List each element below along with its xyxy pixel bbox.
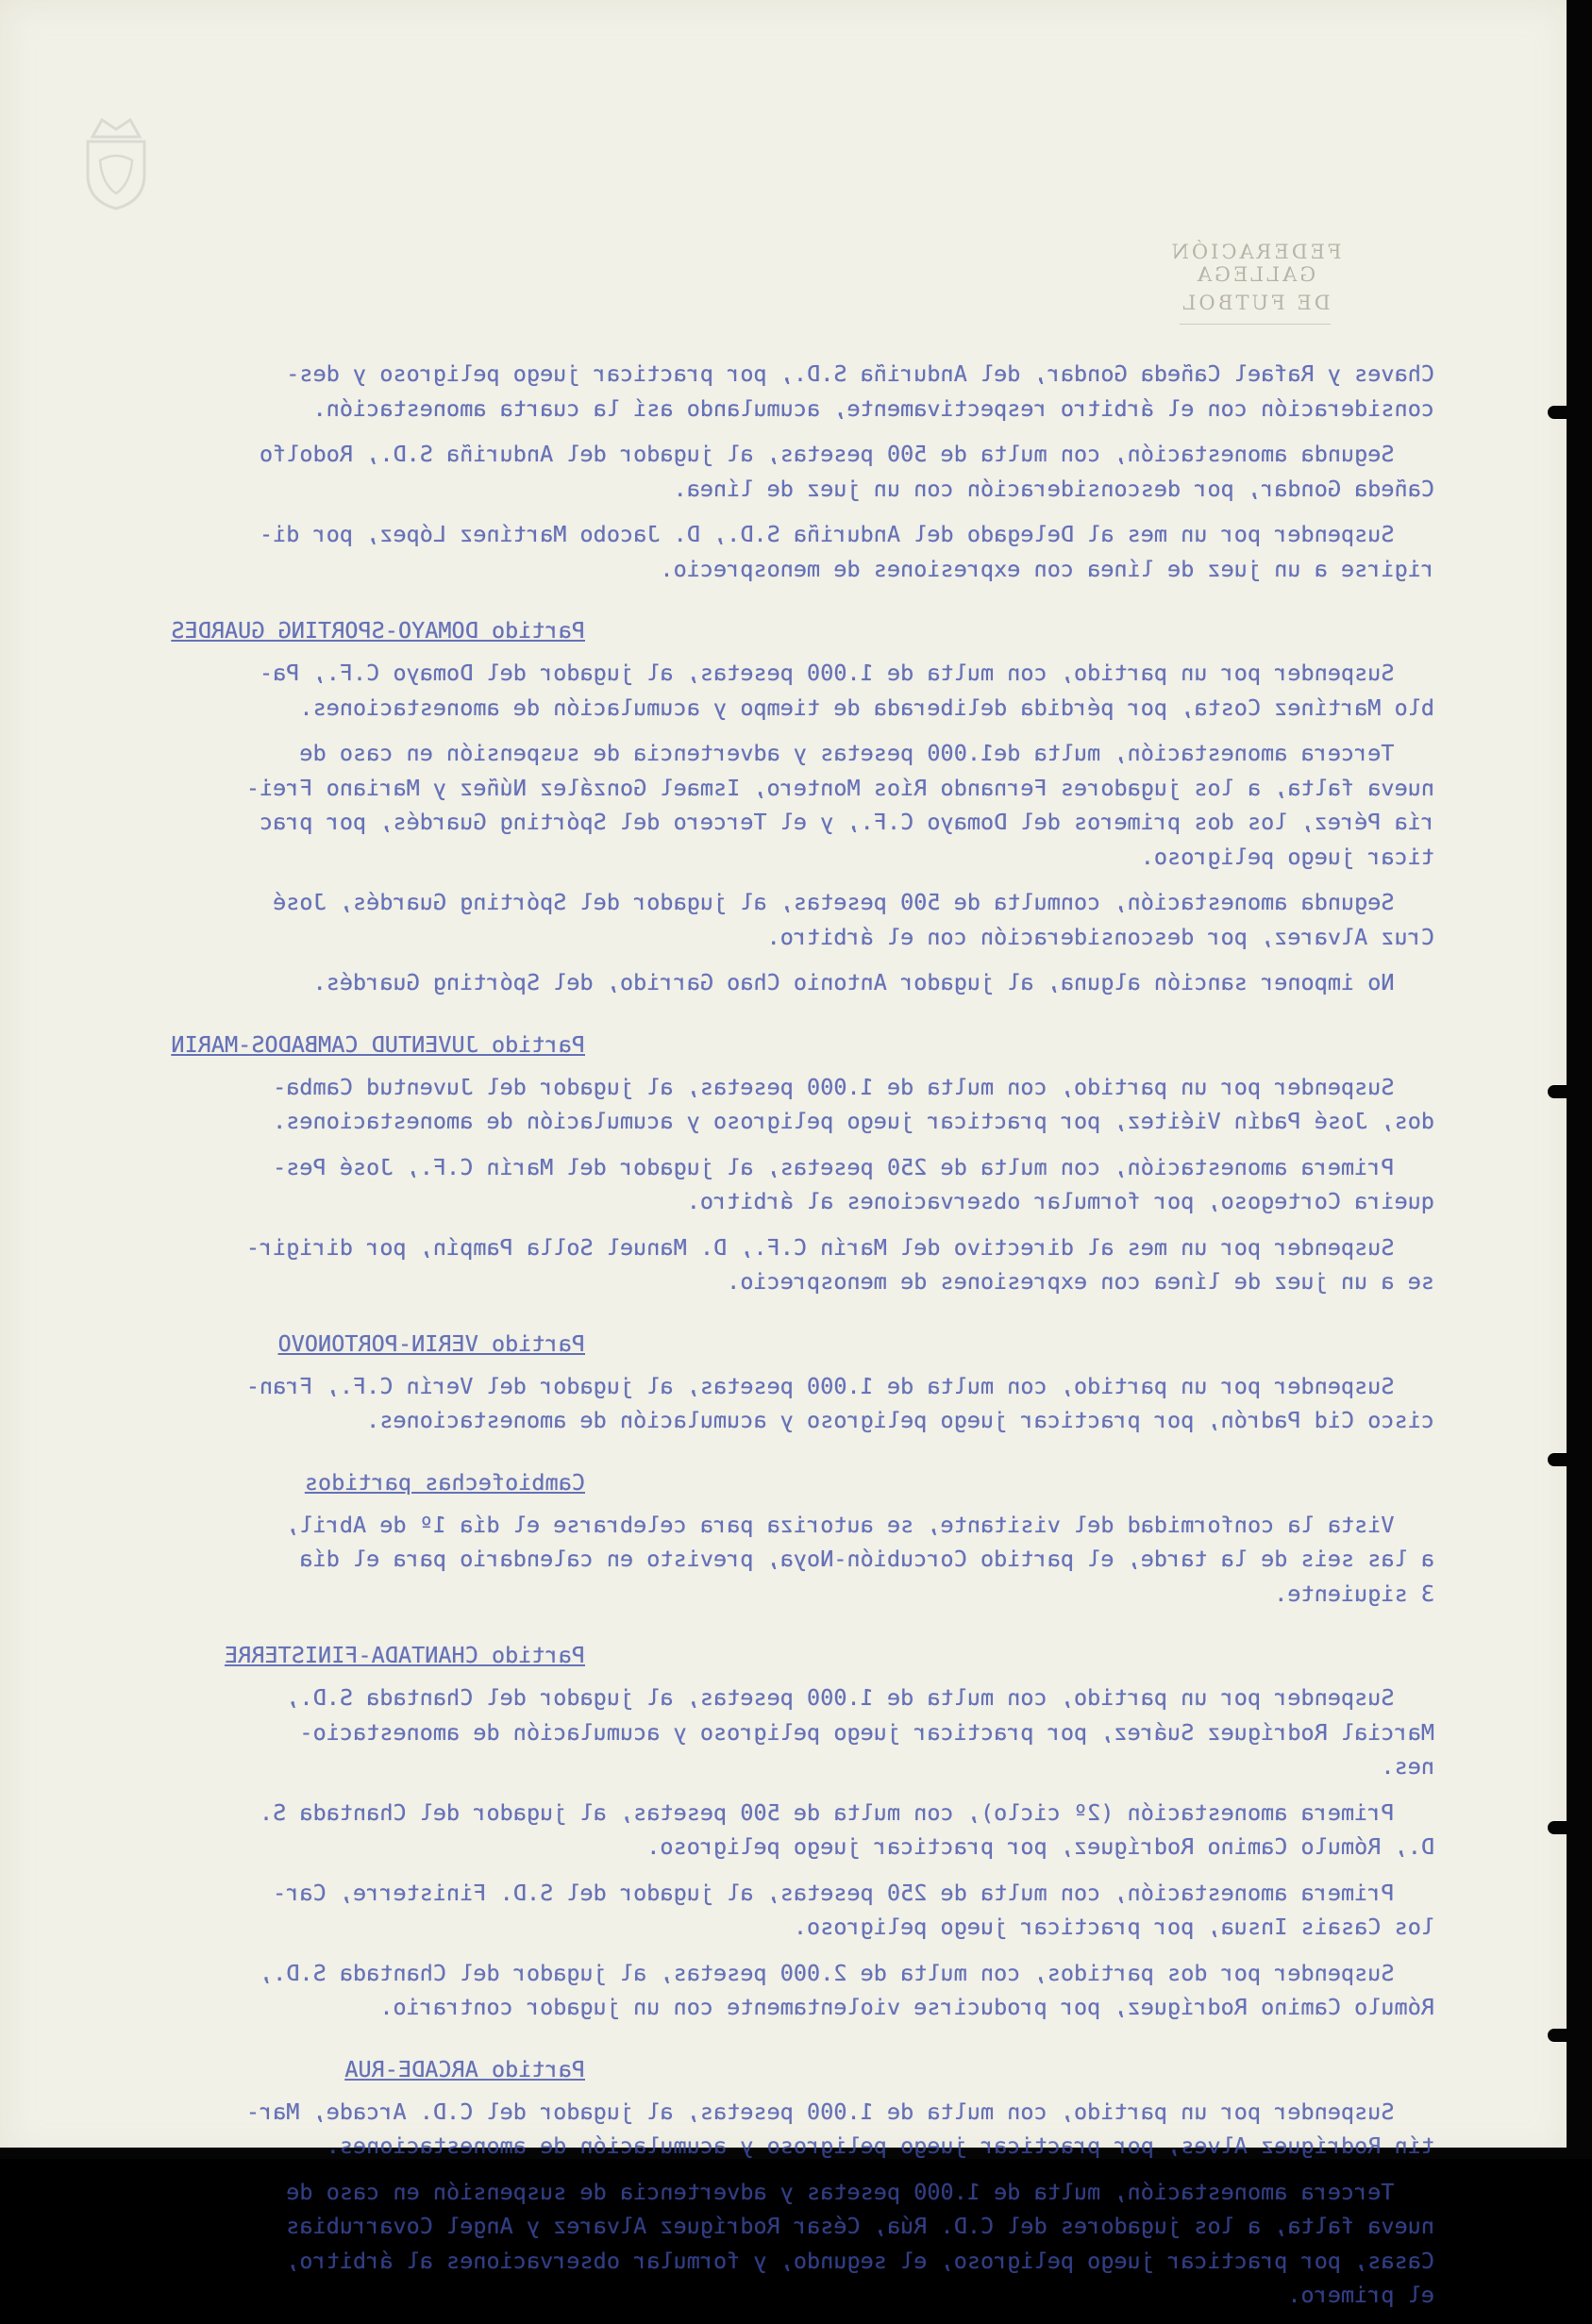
text-line: el primero. [1287, 2282, 1434, 2308]
paragraph-gap [57, 1611, 1434, 1622]
text-line: Suspender por un partido, con multa de 1.000 pesetas, al jugador del Domayo C.F., Pa- [259, 660, 1434, 686]
paragraph [57, 2095, 1434, 2164]
paragraph [57, 1956, 1434, 2025]
text-line: tín Rodríguez Alves, por practicar juego peligroso y acumulación de amonestaciones. [326, 2132, 1434, 2159]
letterhead-line-2: DE FUTBOL [1180, 292, 1331, 314]
paragraph-gap [57, 1000, 1434, 1012]
text-line: ticar juego peligroso. [1140, 843, 1434, 870]
scan-edge [1567, 0, 1592, 2159]
paragraph [57, 437, 1434, 506]
letterhead-rule [1180, 324, 1331, 325]
text-line: nueva falta, a los jugadores del C.D. Rúa, César Rodríguez Alvarez y Angel Covarrubias [286, 2213, 1434, 2239]
section-heading: Partido CHANTADA-FINISTERRE [224, 1642, 585, 1668]
text-line: D., Rómulo Camino Rodríguez, por practicar juego peligroso. [646, 1833, 1434, 1860]
paragraph-gap [57, 1945, 1434, 1956]
text-line: Cañeda Gondar, por desconsideración con un juez de línea. [673, 475, 1434, 502]
text-line: nueva falta, a los jugadores Fernando Ríos Montero, Ismael González Núñez y Mariano Frei- [245, 774, 1434, 801]
text-line: Rómulo Camino Rodríguez, por producirse violentamente con un jugador contrario. [379, 1994, 1434, 2020]
paragraph [57, 1680, 1434, 1784]
text-line: ría Pérez, los dos primeros del Domayo C.F., y el Tercero del Spórting Guardés, por prac [259, 809, 1434, 835]
text-line: 3 siguiente. [1274, 1580, 1434, 1607]
text-line: Suspender por un mes al Delegado del Anduriña S.D., D. Jacobo Martínez López, por di- [259, 521, 1434, 547]
text-line: Primera amonestación, con multa de 250 pesetas, al jugador del S.D. Finisterre, Car- [273, 1879, 1434, 1906]
text-line: se a un juez de línea con expresiones de menosprecio. [727, 1268, 1434, 1295]
paragraph-gap [57, 1219, 1434, 1230]
text-line: nes. [1381, 1753, 1434, 1780]
section-heading: Partido VERIN-PORTONOVO [277, 1329, 585, 1357]
text-line: Tercera amonestación, multa de 1.000 pesetas y advertencia de suspensión en caso de [286, 2178, 1434, 2205]
paragraph-gap [57, 2164, 1434, 2175]
paragraph-gap [57, 1784, 1434, 1796]
paragraph [57, 1796, 1434, 1864]
paragraph [57, 1150, 1434, 1219]
paragraph [57, 1230, 1434, 1299]
paragraph-gap [57, 506, 1434, 517]
paragraph [57, 1070, 1434, 1139]
text-line: Cruz Alvarez, por desconsideración con el árbitro. [766, 923, 1434, 950]
paragraph-gap [57, 2025, 1434, 2036]
paragraph [57, 1508, 1434, 1612]
text-line: No imponer sanción alguna, al jugador Antonio Chao Garrido, del Spórting Guardés. [312, 969, 1434, 995]
text-line: los Casais Insua, por practicar juego peligroso. [793, 1914, 1434, 1940]
binder-tab [1548, 2029, 1576, 2042]
text-line: Suspender por un mes al directivo del Marín C.F., D. Manuel Solla Pampín, por dirigir- [245, 1233, 1434, 1261]
paragraph [57, 656, 1434, 725]
section-heading: Cambiofechas partidos [304, 1468, 585, 1496]
paragraph [57, 357, 1434, 426]
text-line: dos, José Padín Viéitez, por practicar juego peligroso y acumulación de amonestaciones. [273, 1108, 1434, 1134]
text-line: Suspender por un partido, con multa de 1.000 pesetas, al jugador del C.D. Arcade, Mar- [245, 2098, 1434, 2125]
text-line: Tercera amonestación, multa de1.000 pesetas y advertencia de suspensión en caso de [299, 740, 1434, 766]
text-line: Segunda amonestación, con multa de 500 pesetas, al jugador del Anduriña S.D., Rodolfo [259, 441, 1434, 467]
federation-seal-icon [74, 109, 159, 212]
section-heading: Partido ARCADE-RUA [344, 2055, 585, 2082]
paragraph [57, 965, 1434, 1000]
binder-tab [1548, 1453, 1576, 1466]
paragraph-gap [57, 954, 1434, 965]
paragraph-gap [57, 586, 1434, 597]
text-line: Suspender por un partido, con multa de 1.000 pesetas, al jugador del Verín C.F., Fran- [245, 1372, 1434, 1399]
binder-tab [1548, 1085, 1576, 1098]
typewritten-text-mirrored [57, 357, 1434, 2324]
text-line: Segunda amonestación, conmulta de 500 pesetas, al jugador del Spórting Guardés, José [273, 889, 1434, 915]
text-line: cisco Cid Padrón, por practicar juego peligroso y acumulación de amonestaciones. [366, 1407, 1434, 1433]
text-line: Suspender por un partido, con multa de 1.000 pesetas, al jugador del Juventud Camba- [273, 1073, 1434, 1100]
paragraph-gap [57, 1139, 1434, 1150]
text-line: Suspender por dos partidos, con multa de 2.000 pesetas, al jugador del Chantada S.D., [259, 1959, 1434, 1986]
letterhead-line-1: FEDERACIÓN GALLEGA [1168, 241, 1342, 286]
paragraph [57, 1876, 1434, 1945]
text-line: queira Cortegoso, por formular observaciones al árbitro. [686, 1188, 1434, 1214]
text-line: consideración con el árbitro respectivamente, acumulando así la cuarta amonestación. [312, 394, 1434, 422]
binder-tab [1548, 406, 1576, 419]
paragraph-gap [57, 426, 1434, 437]
paragraph [57, 517, 1434, 586]
text-line: Primera amonestación, con multa de 250 pesetas, al jugador del Marín C.F., José Pes- [273, 1153, 1434, 1180]
paragraph-gap [57, 1438, 1434, 1449]
paragraph-gap [57, 1299, 1434, 1311]
binder-tab [1548, 1821, 1576, 1834]
paragraph [57, 885, 1434, 954]
paragraph [57, 1369, 1434, 1438]
text-line: Casas, por practicar juego peligroso, el segundo, y formular observaciones al árbitro, [286, 2247, 1434, 2274]
paragraph-gap [57, 1864, 1434, 1876]
section-heading: Partido DOMAYO-SPORTING GUARDES [171, 617, 585, 644]
paragraph [57, 2175, 1434, 2313]
text-line: a las seis de la tarde, el partido Corcubión-Noya, previsto en calendario para el día [299, 1546, 1434, 1572]
paragraph-gap [57, 725, 1434, 736]
text-line: Chaves y Rafael Cañeda Gondar, del Anduriña S.D., por practicar juego peligroso y des- [286, 360, 1434, 387]
paragraph-gap [57, 874, 1434, 885]
text-line: blo Martínez Costa, por pérdida deliberada de tiempo y acumulación de amonestaciones. [299, 694, 1434, 721]
text-line: Primera amonestación (2º ciclo), con multa de 500 pesetas, al jugador del Chantada S. [259, 1798, 1434, 1826]
text-line: Vista la conformidad del visitante, se autoriza para celebrarse el día 1º de Abril, [286, 1511, 1434, 1538]
section-heading: Partido JUVENTUD CAMBADOS-MARIN [171, 1030, 585, 1058]
letterhead-bleed-through [1114, 241, 1397, 325]
paragraph [57, 736, 1434, 874]
paragraph-gap [57, 2313, 1434, 2324]
text-line: rigirse a un juez de línea con expresiones de menosprecio. [660, 555, 1434, 582]
text-line: Marcial Rodríguez Suárez, por practicar juego peligroso y acumulación de amonestacio- [299, 1718, 1434, 1746]
text-line: Suspender por un partido, con multa de 1.000 pesetas, al jugador del Chantada S.D., [286, 1684, 1434, 1711]
